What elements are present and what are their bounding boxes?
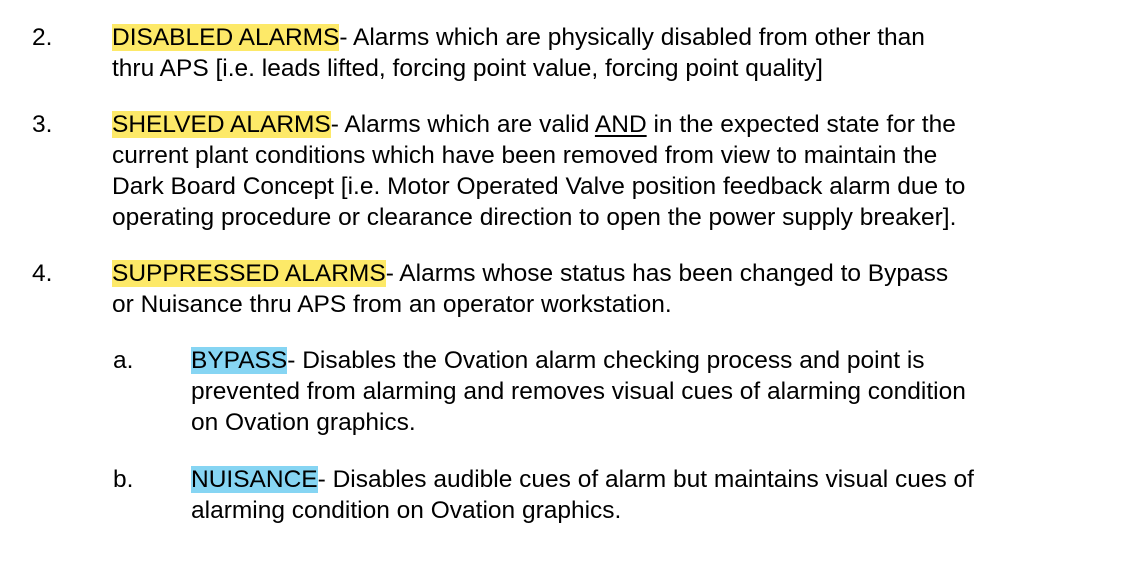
definition-line: - Alarms which are physically disabled from other than (339, 24, 925, 51)
definition-line: operating procedure or clearance direction to open the power supply breaker]. (112, 204, 957, 231)
definition-text: in the expected state for the (646, 111, 956, 138)
list-number: 2. (32, 24, 53, 51)
list-item-text (112, 258, 1112, 320)
sublist-letter: a. (113, 347, 134, 374)
term-disabled-alarms: DISABLED ALARMS (112, 24, 340, 51)
underlined-word: AND (594, 111, 647, 138)
definition-line: - Alarms whose status has been changed to Bypass (385, 260, 949, 287)
term-shelved-alarms: SHELVED ALARMS (112, 111, 331, 138)
list-number: 3. (32, 111, 53, 138)
definition-line: prevented from alarming and removes visual cues of alarming condition (191, 378, 966, 405)
definition-line: or Nuisance thru APS from an operator workstation. (112, 291, 672, 318)
definition-line: current plant conditions which have been removed from view to maintain the (112, 142, 938, 169)
term-bypass: BYPASS (191, 347, 288, 374)
definition-text: - Alarms which are valid (330, 111, 595, 138)
term-suppressed-alarms: SUPPRESSED ALARMS (112, 260, 386, 287)
list-item-text (112, 109, 1112, 233)
definition-line: Dark Board Concept [i.e. Motor Operated Valve position feedback alarm due to (112, 173, 966, 200)
definition-line: - Disables the Ovation alarm checking process and point is (287, 347, 925, 374)
list-number: 4. (32, 260, 53, 287)
definition-line: on Ovation graphics. (191, 409, 416, 436)
definition-line: thru APS [i.e. leads lifted, forcing point value, forcing point quality] (112, 55, 823, 82)
term-nuisance: NUISANCE (191, 466, 318, 493)
list-item-text (112, 22, 1112, 84)
sublist-item-text (191, 464, 1121, 526)
definition-line: alarming condition on Ovation graphics. (191, 497, 622, 524)
sublist-item-text (191, 345, 1121, 438)
sublist-letter: b. (113, 466, 134, 493)
definition-line: - Disables audible cues of alarm but maintains visual cues of (317, 466, 974, 493)
